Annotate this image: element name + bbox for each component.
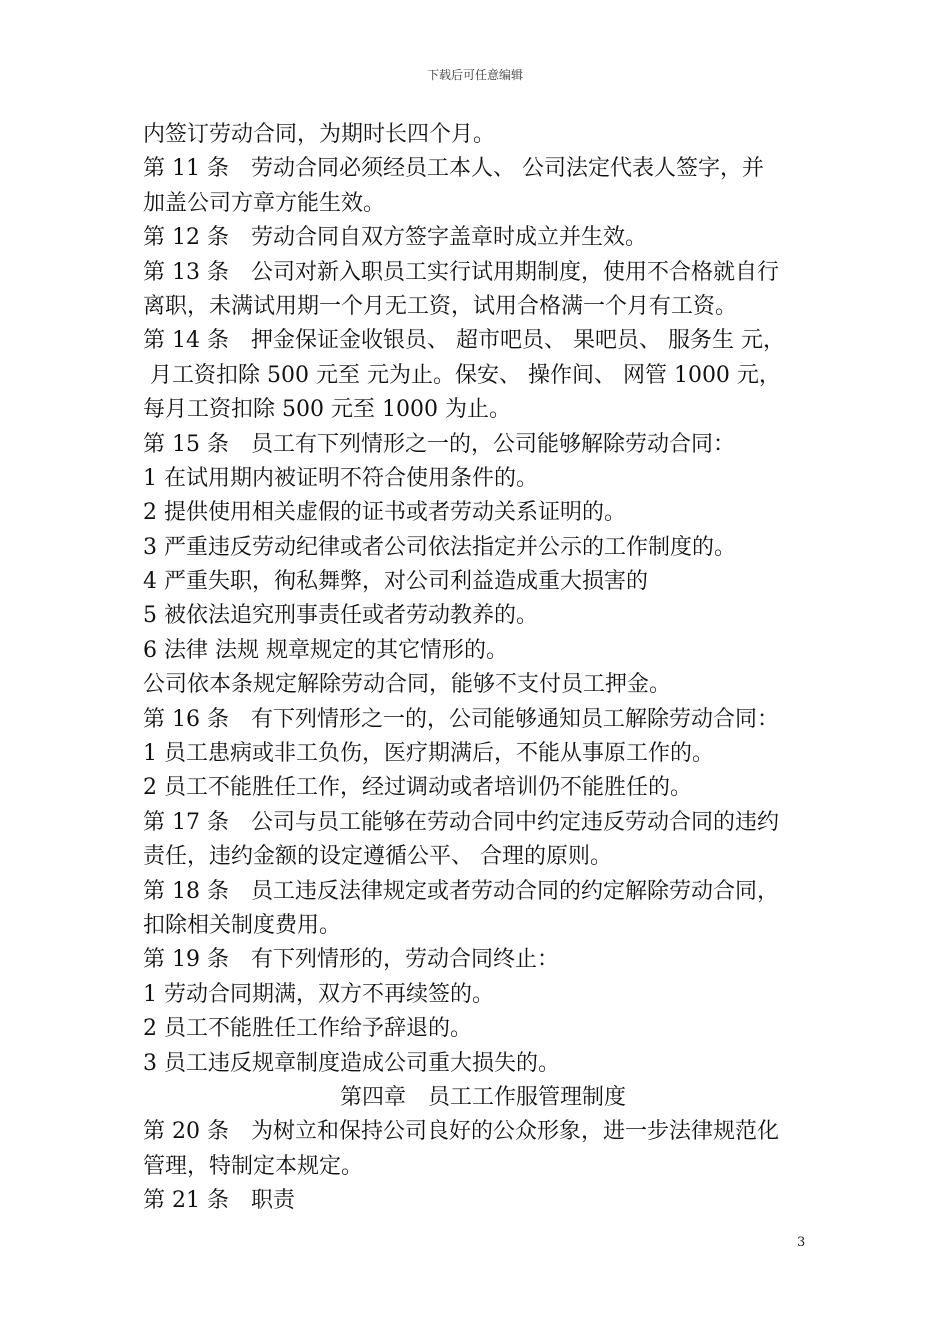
article-13-line-2: 离职，未满试用期一个月无工资，试用合格满一个月有工资。 <box>143 293 738 319</box>
list-item: 2 提供使用相关虚假的证书或者劳动关系证明的。 <box>143 500 626 526</box>
document-body <box>143 118 823 1219</box>
article-15: 第 15 条 员工有下列情形之一的，公司能够解除劳动合同： <box>143 431 735 457</box>
article-18-line-1: 第 18 条 员工违反法律规定或者劳动合同的约定解除劳动合同， <box>143 878 779 904</box>
list-item: 6 法律 法规 规章规定的其它情形的。 <box>143 637 508 663</box>
article-12: 第 12 条 劳动合同自双方签字盖章时成立并生效。 <box>143 225 647 251</box>
article-20-line-1: 第 20 条 为树立和保持公司良好的公众形象，进一步法律规范化 <box>143 1119 779 1145</box>
list-item: 3 严重违反劳动纪律或者公司依法指定并公示的工作制度的。 <box>143 534 736 560</box>
page-number: 3 <box>797 1235 806 1250</box>
text-line: 公司依本条规定解除劳动合同，能够不支付员工押金。 <box>143 672 672 698</box>
article-16: 第 16 条 有下列情形之一的，公司能够通知员工解除劳动合同： <box>143 706 779 732</box>
article-13-line-1: 第 13 条 公司对新入职员工实行试用期制度，使用不合格就自行 <box>143 259 779 285</box>
list-item: 3 员工违反规章制度造成公司重大损失的。 <box>143 1050 560 1076</box>
list-item: 2 员工不能胜任工作，经过调动或者培训仍不能胜任的。 <box>143 775 692 801</box>
article-14-line-3: 每月工资扣除 500 元至 1000 为止。 <box>143 397 511 423</box>
article-17-line-2: 责任，违约金额的设定遵循公平、 合理的原则。 <box>143 844 612 870</box>
article-17-line-1: 第 17 条 公司与员工能够在劳动合同中约定违反劳动合同的违约 <box>143 809 779 835</box>
article-11-line-1: 第 11 条 劳动合同必须经员工本人、 公司法定代表人签字，并 <box>143 156 764 182</box>
article-14-line-2: 月工资扣除 500 元至 元为止。保安、 操作间、 网管 1000 元， <box>143 362 781 388</box>
article-19: 第 19 条 有下列情形的，劳动合同终止： <box>143 947 559 973</box>
article-18-line-2: 扣除相关制度费用。 <box>143 912 342 938</box>
list-item: 5 被依法追究刑事责任或者劳动教养的。 <box>143 603 538 629</box>
article-11-line-2: 加盖公司方章方能生效。 <box>143 190 386 216</box>
list-item: 4 严重失职，徇私舞弊，对公司利益造成重大损害的 <box>143 569 648 595</box>
article-21: 第 21 条 职责 <box>143 1188 295 1214</box>
list-item: 1 劳动合同期满，双方不再续签的。 <box>143 981 494 1007</box>
list-item: 1 在试用期内被证明不符合使用条件的。 <box>143 465 538 491</box>
chapter-heading: 第四章 员工工作服管理制度 <box>339 1084 626 1110</box>
text-line: 内签订劳动合同，为期时长四个月。 <box>143 122 496 147</box>
article-14-line-1: 第 14 条 押金保证金收银员、 超市吧员、 果吧员、 服务生 元， <box>143 328 785 354</box>
page-header: 下载后可任意编辑 <box>426 68 523 82</box>
list-item: 2 员工不能胜任工作给予辞退的。 <box>143 1016 472 1042</box>
list-item: 1 员工患病或非工负伤，医疗期满后，不能从事原工作的。 <box>143 741 714 767</box>
article-20-line-2: 管理，特制定本规定。 <box>143 1153 364 1179</box>
